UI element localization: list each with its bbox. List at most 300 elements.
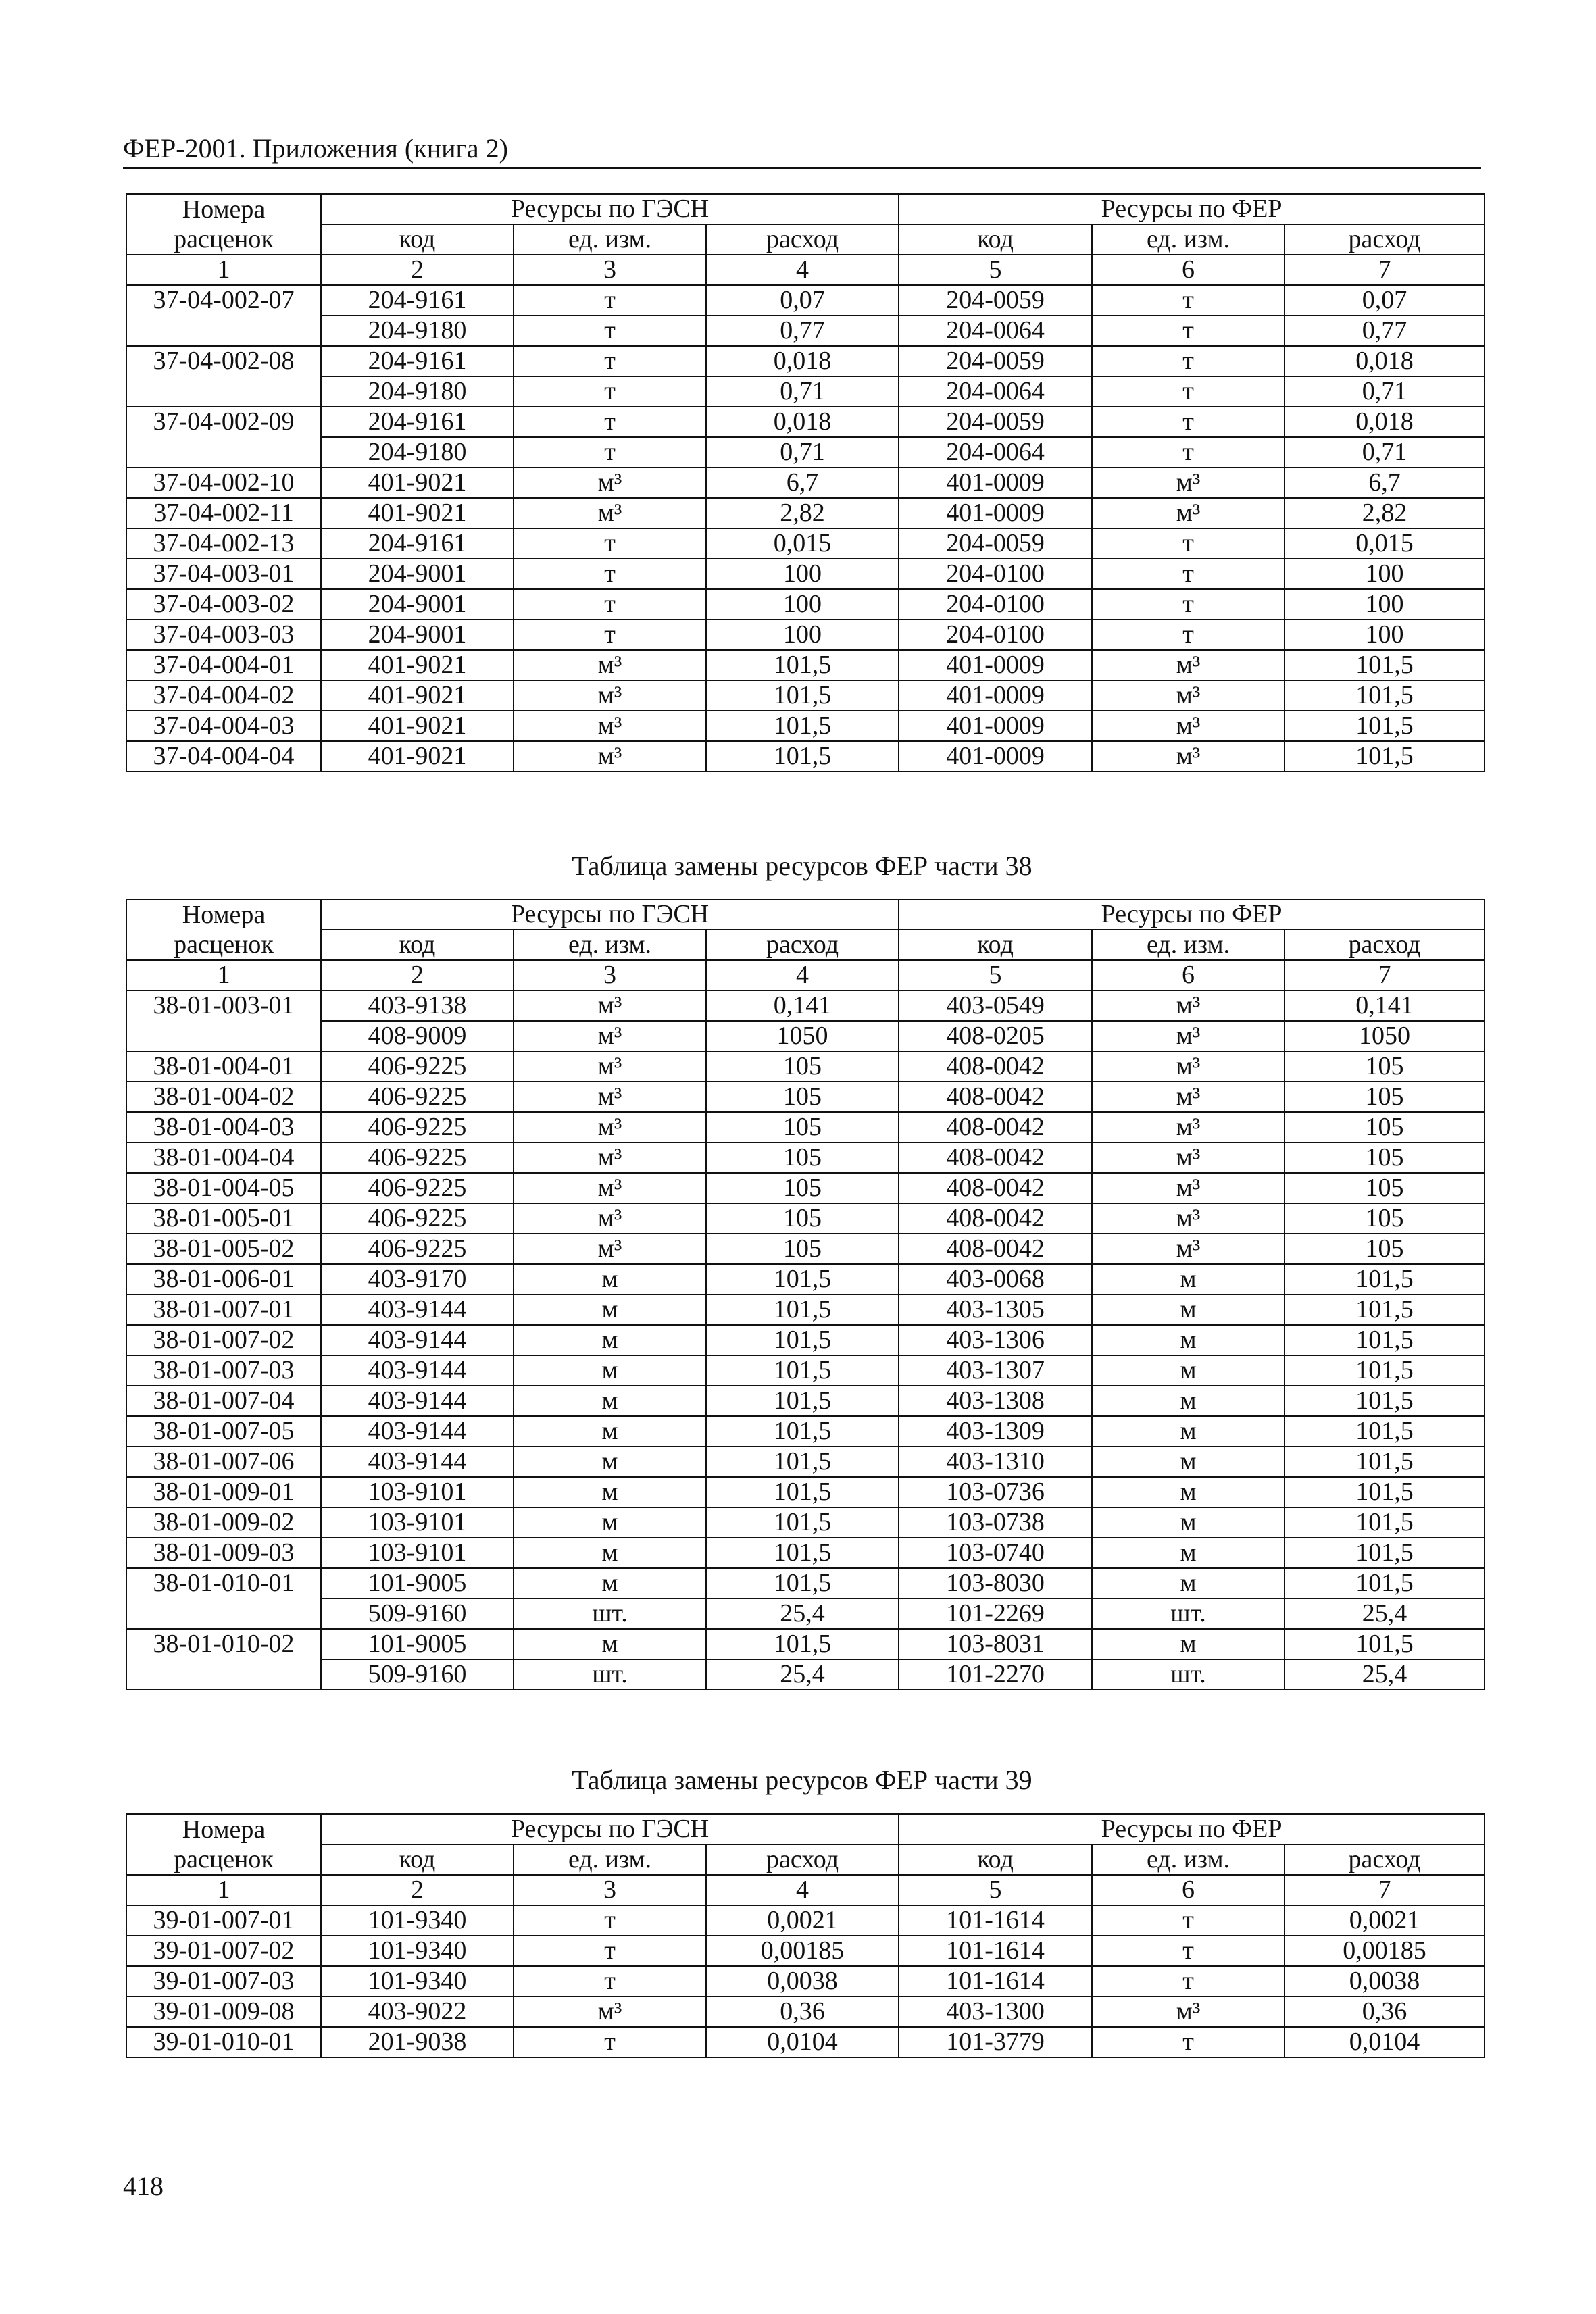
fer-unit-cell: т <box>1092 589 1285 620</box>
gesn-code-cell: 403-9144 <box>321 1447 514 1477</box>
rate-number-cell: 39-01-007-03 <box>126 1966 321 1996</box>
fer-unit-cell: м³ <box>1092 741 1285 772</box>
gesn-consumption-cell: 105 <box>706 1051 899 1082</box>
gesn-group-header: Ресурсы по ГЭСН <box>321 194 899 224</box>
fer-unit-cell: т <box>1092 2027 1285 2057</box>
gesn-consumption-cell: 100 <box>706 589 899 620</box>
fer-code-header: код <box>899 930 1092 960</box>
fer-consumption-cell: 101,5 <box>1285 650 1485 680</box>
fer-code-cell: 103-0740 <box>899 1538 1092 1568</box>
fer-unit-cell: м³ <box>1092 468 1285 498</box>
gesn-unit-cell: м³ <box>514 1082 706 1112</box>
table-row <box>126 1082 1485 1112</box>
rate-number-cell: 38-01-004-02 <box>126 1082 321 1112</box>
gesn-code-cell: 101-9340 <box>321 1966 514 1996</box>
table-row <box>126 1294 1485 1325</box>
fer-unit-cell: м³ <box>1092 1051 1285 1082</box>
fer-unit-cell: м <box>1092 1507 1285 1538</box>
fer-unit-cell: т <box>1092 559 1285 589</box>
fer-code-cell: 403-1308 <box>899 1386 1092 1416</box>
table-row <box>126 1021 1485 1051</box>
gesn-code-cell: 204-9161 <box>321 407 514 437</box>
gesn-consumption-cell: 101,5 <box>706 1629 899 1659</box>
fer-unit-cell: т <box>1092 1905 1285 1936</box>
fer-consumption-cell: 105 <box>1285 1082 1485 1112</box>
gesn-code-cell: 204-9180 <box>321 316 514 346</box>
gesn-code-cell: 204-9161 <box>321 346 514 376</box>
table-row <box>126 711 1485 741</box>
table-row <box>126 1996 1485 2027</box>
gesn-code-cell: 204-9161 <box>321 285 514 316</box>
gesn-unit-cell: м <box>514 1325 706 1355</box>
gesn-code-cell: 403-9144 <box>321 1325 514 1355</box>
gesn-unit-cell: м <box>514 1386 706 1416</box>
fer-unit-cell: м³ <box>1092 1173 1285 1203</box>
table-row <box>126 285 1485 316</box>
gesn-code-cell: 406-9225 <box>321 1142 514 1173</box>
fer-unit-cell: м <box>1092 1447 1285 1477</box>
fer-code-cell: 204-0059 <box>899 528 1092 559</box>
gesn-unit-cell: м³ <box>514 711 706 741</box>
gesn-code-cell: 509-9160 <box>321 1659 514 1690</box>
table-row <box>126 1203 1485 1234</box>
fer-code-cell: 408-0042 <box>899 1082 1092 1112</box>
fer-consumption-cell: 0,015 <box>1285 528 1485 559</box>
gesn-consumption-cell: 101,5 <box>706 650 899 680</box>
rate-number-cell <box>126 316 321 346</box>
column-index: 1 <box>126 960 321 990</box>
fer-consumption-cell: 105 <box>1285 1173 1485 1203</box>
column-index: 6 <box>1092 255 1285 285</box>
gesn-unit-cell: т <box>514 316 706 346</box>
gesn-code-cell: 406-9225 <box>321 1203 514 1234</box>
gesn-unit-header: ед. изм. <box>514 1844 706 1875</box>
fer-unit-cell: м <box>1092 1294 1285 1325</box>
gesn-consumption-cell: 0,141 <box>706 990 899 1021</box>
table-row <box>126 1386 1485 1416</box>
gesn-consumption-cell: 0,07 <box>706 285 899 316</box>
fer-consumption-cell: 101,5 <box>1285 1294 1485 1325</box>
gesn-code-header: код <box>321 1844 514 1875</box>
gesn-code-cell: 403-9022 <box>321 1996 514 2027</box>
gesn-unit-cell: т <box>514 528 706 559</box>
column-index: 2 <box>321 255 514 285</box>
fer-consumption-cell: 0,07 <box>1285 285 1485 316</box>
fer-unit-cell: т <box>1092 346 1285 376</box>
gesn-consumption-header: расход <box>706 1844 899 1875</box>
gesn-code-cell: 403-9138 <box>321 990 514 1021</box>
fer-consumption-cell: 101,5 <box>1285 1477 1485 1507</box>
table-row <box>126 1659 1485 1690</box>
fer-consumption-cell: 100 <box>1285 559 1485 589</box>
gesn-consumption-cell: 101,5 <box>706 741 899 772</box>
fer-consumption-cell: 100 <box>1285 620 1485 650</box>
gesn-consumption-cell: 0,015 <box>706 528 899 559</box>
table-row <box>126 316 1485 346</box>
fer-unit-cell: м <box>1092 1629 1285 1659</box>
fer-code-cell: 408-0042 <box>899 1142 1092 1173</box>
gesn-code-cell: 101-9340 <box>321 1905 514 1936</box>
gesn-consumption-cell: 101,5 <box>706 1538 899 1568</box>
gesn-code-header: код <box>321 224 514 255</box>
rate-number-cell: 39-01-007-02 <box>126 1936 321 1966</box>
rate-number-cell <box>126 1021 321 1051</box>
gesn-consumption-cell: 105 <box>706 1082 899 1112</box>
rate-numbers-header-line2: расценок <box>126 1844 321 1875</box>
fer-consumption-cell: 25,4 <box>1285 1659 1485 1690</box>
gesn-code-cell: 406-9225 <box>321 1112 514 1142</box>
fer-consumption-cell: 101,5 <box>1285 1386 1485 1416</box>
gesn-unit-cell: м <box>514 1568 706 1599</box>
fer-consumption-header: расход <box>1285 930 1485 960</box>
gesn-consumption-cell: 0,0038 <box>706 1966 899 1996</box>
gesn-code-cell: 408-9009 <box>321 1021 514 1051</box>
fer-consumption-cell: 0,00185 <box>1285 1936 1485 1966</box>
gesn-code-cell: 401-9021 <box>321 711 514 741</box>
fer-consumption-header: расход <box>1285 224 1485 255</box>
fer-consumption-cell: 101,5 <box>1285 1325 1485 1355</box>
fer-code-cell: 403-0068 <box>899 1264 1092 1294</box>
fer-consumption-cell: 101,5 <box>1285 1629 1485 1659</box>
fer-code-cell: 103-8030 <box>899 1568 1092 1599</box>
fer-code-cell: 408-0042 <box>899 1051 1092 1082</box>
fer-code-cell: 403-1300 <box>899 1996 1092 2027</box>
fer-consumption-cell: 101,5 <box>1285 1507 1485 1538</box>
fer-code-cell: 204-0059 <box>899 346 1092 376</box>
fer-unit-cell: м³ <box>1092 990 1285 1021</box>
fer-unit-cell: м³ <box>1092 1203 1285 1234</box>
gesn-unit-cell: м³ <box>514 1996 706 2027</box>
table-row <box>126 1325 1485 1355</box>
rate-number-cell <box>126 1599 321 1629</box>
subheader-row <box>126 930 1485 960</box>
resource-table-part-39 <box>126 1813 1485 2058</box>
fer-consumption-cell: 0,36 <box>1285 1996 1485 2027</box>
gesn-code-cell: 101-9340 <box>321 1936 514 1966</box>
rate-number-cell: 37-04-003-01 <box>126 559 321 589</box>
rate-number-cell: 38-01-009-03 <box>126 1538 321 1568</box>
rate-number-cell: 38-01-009-02 <box>126 1507 321 1538</box>
rate-number-cell: 38-01-004-04 <box>126 1142 321 1173</box>
gesn-group-header: Ресурсы по ГЭСН <box>321 1814 899 1844</box>
column-index: 3 <box>514 1875 706 1905</box>
gesn-consumption-cell: 105 <box>706 1173 899 1203</box>
table-row <box>126 498 1485 528</box>
fer-consumption-cell: 2,82 <box>1285 498 1485 528</box>
gesn-consumption-cell: 105 <box>706 1203 899 1234</box>
gesn-unit-cell: м³ <box>514 1021 706 1051</box>
gesn-code-cell: 401-9021 <box>321 741 514 772</box>
fer-code-cell: 401-0009 <box>899 741 1092 772</box>
gesn-unit-cell: м³ <box>514 498 706 528</box>
rate-number-cell: 37-04-002-13 <box>126 528 321 559</box>
column-index: 4 <box>706 960 899 990</box>
fer-unit-cell: т <box>1092 376 1285 407</box>
gesn-consumption-cell: 100 <box>706 620 899 650</box>
rate-number-cell: 38-01-006-01 <box>126 1264 321 1294</box>
gesn-consumption-cell: 105 <box>706 1112 899 1142</box>
column-index: 2 <box>321 1875 514 1905</box>
gesn-consumption-cell: 101,5 <box>706 1416 899 1447</box>
fer-code-cell: 403-1310 <box>899 1447 1092 1477</box>
gesn-unit-cell: м <box>514 1477 706 1507</box>
gesn-consumption-cell: 0,018 <box>706 346 899 376</box>
gesn-unit-cell: м³ <box>514 680 706 711</box>
table-row <box>126 1142 1485 1173</box>
fer-unit-cell: м³ <box>1092 1996 1285 2027</box>
rate-numbers-header-line2: расценок <box>126 930 321 960</box>
fer-consumption-cell: 0,018 <box>1285 346 1485 376</box>
gesn-consumption-cell: 2,82 <box>706 498 899 528</box>
fer-code-cell: 401-0009 <box>899 498 1092 528</box>
fer-consumption-cell: 0,018 <box>1285 407 1485 437</box>
gesn-code-cell: 204-9161 <box>321 528 514 559</box>
fer-unit-cell: м³ <box>1092 1234 1285 1264</box>
resource-table-part-37 <box>126 193 1485 772</box>
gesn-code-cell: 201-9038 <box>321 2027 514 2057</box>
gesn-code-cell: 403-9144 <box>321 1416 514 1447</box>
gesn-consumption-cell: 101,5 <box>706 1264 899 1294</box>
gesn-unit-cell: т <box>514 376 706 407</box>
page-header: ФЕР-2001. Приложения (книга 2) <box>123 133 508 164</box>
rate-number-cell: 37-04-004-03 <box>126 711 321 741</box>
gesn-consumption-cell: 0,36 <box>706 1996 899 2027</box>
column-index: 5 <box>899 1875 1092 1905</box>
fer-unit-cell: м³ <box>1092 650 1285 680</box>
gesn-unit-cell: м <box>514 1629 706 1659</box>
gesn-code-cell: 103-9101 <box>321 1477 514 1507</box>
fer-code-cell: 204-0064 <box>899 437 1092 468</box>
gesn-code-cell: 403-9144 <box>321 1355 514 1386</box>
fer-unit-header: ед. изм. <box>1092 930 1285 960</box>
table-row <box>126 468 1485 498</box>
table-row <box>126 1905 1485 1936</box>
column-index-row <box>126 1875 1485 1905</box>
rate-number-cell: 39-01-009-08 <box>126 1996 321 2027</box>
gesn-unit-cell: м³ <box>514 1203 706 1234</box>
gesn-code-cell: 204-9001 <box>321 559 514 589</box>
fer-unit-cell: м <box>1092 1477 1285 1507</box>
fer-unit-cell: м³ <box>1092 498 1285 528</box>
fer-code-cell: 101-1614 <box>899 1936 1092 1966</box>
gesn-consumption-cell: 25,4 <box>706 1599 899 1629</box>
fer-code-cell: 103-0738 <box>899 1507 1092 1538</box>
gesn-unit-header: ед. изм. <box>514 224 706 255</box>
rate-number-cell: 38-01-007-02 <box>126 1325 321 1355</box>
rate-number-cell: 39-01-007-01 <box>126 1905 321 1936</box>
fer-unit-cell: шт. <box>1092 1659 1285 1690</box>
gesn-consumption-cell: 101,5 <box>706 1447 899 1477</box>
gesn-unit-header: ед. изм. <box>514 930 706 960</box>
rate-numbers-header: Номера <box>126 899 321 930</box>
fer-code-cell: 101-2269 <box>899 1599 1092 1629</box>
fer-consumption-cell: 0,0021 <box>1285 1905 1485 1936</box>
gesn-code-cell: 509-9160 <box>321 1599 514 1629</box>
fer-consumption-cell: 1050 <box>1285 1021 1485 1051</box>
fer-code-cell: 101-1614 <box>899 1966 1092 1996</box>
table-row <box>126 990 1485 1021</box>
fer-unit-cell: м <box>1092 1386 1285 1416</box>
fer-unit-cell: т <box>1092 285 1285 316</box>
gesn-code-cell: 406-9225 <box>321 1173 514 1203</box>
fer-unit-cell: т <box>1092 1966 1285 1996</box>
table-row <box>126 1568 1485 1599</box>
fer-code-cell: 204-0059 <box>899 285 1092 316</box>
fer-code-cell: 103-0736 <box>899 1477 1092 1507</box>
rate-number-cell: 37-04-002-11 <box>126 498 321 528</box>
fer-consumption-cell: 101,5 <box>1285 1568 1485 1599</box>
gesn-consumption-cell: 101,5 <box>706 1386 899 1416</box>
gesn-unit-cell: м³ <box>514 1234 706 1264</box>
fer-consumption-header: расход <box>1285 1844 1485 1875</box>
fer-code-cell: 401-0009 <box>899 468 1092 498</box>
fer-unit-cell: м³ <box>1092 1021 1285 1051</box>
table-row <box>126 437 1485 468</box>
gesn-unit-cell: т <box>514 2027 706 2057</box>
fer-code-cell: 204-0100 <box>899 589 1092 620</box>
fer-unit-cell: т <box>1092 437 1285 468</box>
gesn-code-cell: 101-9005 <box>321 1568 514 1599</box>
header-row <box>126 194 1485 224</box>
table-row <box>126 1416 1485 1447</box>
column-index: 6 <box>1092 1875 1285 1905</box>
gesn-unit-cell: м <box>514 1507 706 1538</box>
fer-unit-cell: м <box>1092 1264 1285 1294</box>
fer-unit-cell: м <box>1092 1538 1285 1568</box>
column-index: 7 <box>1285 255 1485 285</box>
fer-code-cell: 103-8031 <box>899 1629 1092 1659</box>
rate-number-cell: 39-01-010-01 <box>126 2027 321 2057</box>
fer-consumption-cell: 0,0038 <box>1285 1966 1485 1996</box>
table-row <box>126 1447 1485 1477</box>
column-index: 5 <box>899 255 1092 285</box>
gesn-consumption-cell: 0,0021 <box>706 1905 899 1936</box>
fer-unit-cell: м³ <box>1092 1142 1285 1173</box>
gesn-unit-cell: т <box>514 1966 706 1996</box>
fer-unit-cell: т <box>1092 316 1285 346</box>
gesn-consumption-cell: 0,71 <box>706 376 899 407</box>
column-index: 3 <box>514 255 706 285</box>
gesn-unit-cell: т <box>514 620 706 650</box>
fer-unit-cell: шт. <box>1092 1599 1285 1629</box>
table-row <box>126 1538 1485 1568</box>
gesn-consumption-cell: 1050 <box>706 1021 899 1051</box>
column-index: 6 <box>1092 960 1285 990</box>
fer-code-cell: 403-1305 <box>899 1294 1092 1325</box>
gesn-code-cell: 103-9101 <box>321 1507 514 1538</box>
gesn-unit-cell: м³ <box>514 468 706 498</box>
gesn-consumption-cell: 101,5 <box>706 711 899 741</box>
gesn-code-cell: 406-9225 <box>321 1051 514 1082</box>
column-index-row <box>126 960 1485 990</box>
table-row <box>126 407 1485 437</box>
rate-number-cell: 37-04-004-02 <box>126 680 321 711</box>
fer-code-header: код <box>899 224 1092 255</box>
fer-code-cell: 204-0059 <box>899 407 1092 437</box>
rate-number-cell: 37-04-003-03 <box>126 620 321 650</box>
gesn-unit-cell: т <box>514 437 706 468</box>
column-index-row <box>126 255 1485 285</box>
fer-code-cell: 403-0549 <box>899 990 1092 1021</box>
fer-consumption-cell: 101,5 <box>1285 711 1485 741</box>
fer-consumption-cell: 0,141 <box>1285 990 1485 1021</box>
table-row <box>126 1936 1485 1966</box>
resource-table-part-38 <box>126 899 1485 1690</box>
gesn-unit-cell: т <box>514 589 706 620</box>
column-index: 2 <box>321 960 514 990</box>
gesn-code-cell: 401-9021 <box>321 468 514 498</box>
gesn-unit-cell: т <box>514 346 706 376</box>
fer-unit-cell: м³ <box>1092 1112 1285 1142</box>
rate-number-cell: 38-01-009-01 <box>126 1477 321 1507</box>
fer-code-cell: 204-0064 <box>899 316 1092 346</box>
column-index: 1 <box>126 255 321 285</box>
rate-number-cell: 38-01-007-01 <box>126 1294 321 1325</box>
rate-number-cell: 37-04-002-08 <box>126 346 321 376</box>
fer-consumption-cell: 0,77 <box>1285 316 1485 346</box>
fer-unit-cell: т <box>1092 407 1285 437</box>
gesn-consumption-cell: 0,71 <box>706 437 899 468</box>
table-row <box>126 1355 1485 1386</box>
rate-number-cell: 38-01-007-04 <box>126 1386 321 1416</box>
gesn-consumption-cell: 105 <box>706 1234 899 1264</box>
fer-consumption-cell: 101,5 <box>1285 741 1485 772</box>
gesn-code-cell: 103-9101 <box>321 1538 514 1568</box>
fer-consumption-cell: 0,71 <box>1285 437 1485 468</box>
gesn-consumption-cell: 101,5 <box>706 1507 899 1538</box>
column-index: 5 <box>899 960 1092 990</box>
rate-number-cell: 38-01-007-05 <box>126 1416 321 1447</box>
fer-consumption-cell: 105 <box>1285 1112 1485 1142</box>
rate-number-cell <box>126 1659 321 1690</box>
table-row <box>126 741 1485 772</box>
rate-number-cell: 38-01-004-01 <box>126 1051 321 1082</box>
fer-consumption-cell: 105 <box>1285 1051 1485 1082</box>
gesn-unit-cell: т <box>514 1936 706 1966</box>
rate-number-cell: 38-01-004-05 <box>126 1173 321 1203</box>
gesn-code-header: код <box>321 930 514 960</box>
rate-number-cell: 38-01-005-02 <box>126 1234 321 1264</box>
table-row <box>126 1507 1485 1538</box>
gesn-consumption-cell: 100 <box>706 559 899 589</box>
gesn-consumption-header: расход <box>706 224 899 255</box>
fer-consumption-cell: 105 <box>1285 1234 1485 1264</box>
rate-number-cell: 38-01-004-03 <box>126 1112 321 1142</box>
gesn-unit-cell: м <box>514 1447 706 1477</box>
fer-consumption-cell: 105 <box>1285 1142 1485 1173</box>
table-title-part-39: Таблица замены ресурсов ФЕР части 39 <box>572 1765 1032 1795</box>
table-row <box>126 559 1485 589</box>
gesn-consumption-cell: 101,5 <box>706 1355 899 1386</box>
gesn-consumption-cell: 0,00185 <box>706 1936 899 1966</box>
fer-consumption-cell: 101,5 <box>1285 680 1485 711</box>
table-row <box>126 1966 1485 1996</box>
gesn-consumption-cell: 101,5 <box>706 1477 899 1507</box>
fer-unit-cell: м³ <box>1092 1082 1285 1112</box>
gesn-unit-cell: м³ <box>514 1051 706 1082</box>
header-row <box>126 899 1485 930</box>
fer-code-cell: 204-0100 <box>899 620 1092 650</box>
table-row <box>126 1112 1485 1142</box>
fer-group-header: Ресурсы по ФЕР <box>899 899 1485 930</box>
column-index: 4 <box>706 255 899 285</box>
fer-unit-cell: т <box>1092 1936 1285 1966</box>
table-row <box>126 650 1485 680</box>
table-row <box>126 589 1485 620</box>
table-row <box>126 1173 1485 1203</box>
rate-number-cell: 37-04-003-02 <box>126 589 321 620</box>
rate-number-cell: 37-04-002-10 <box>126 468 321 498</box>
